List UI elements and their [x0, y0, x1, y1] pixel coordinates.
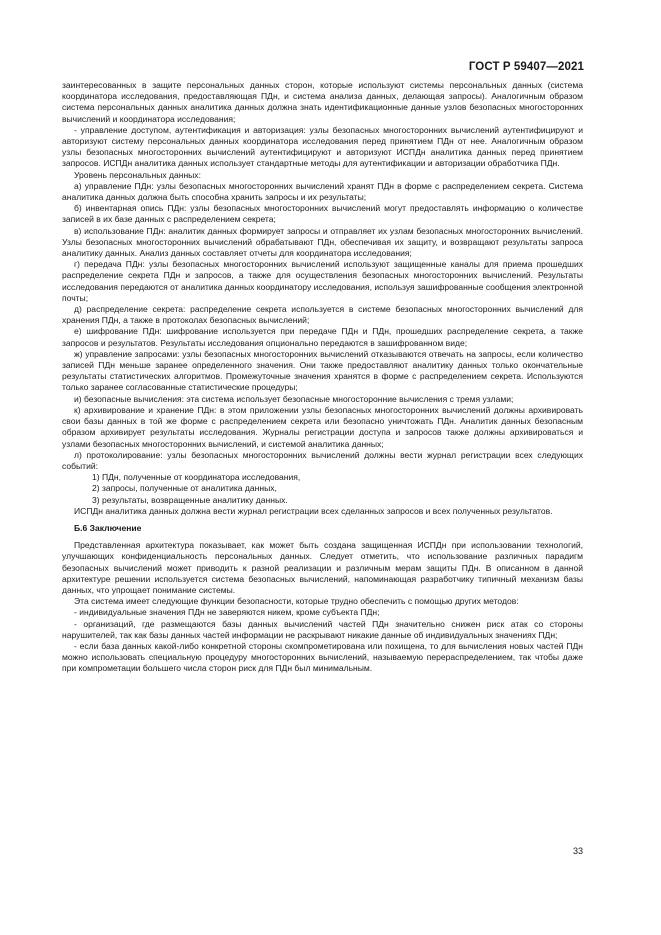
document-id: ГОСТ Р 59407—2021 — [468, 61, 584, 73]
paragraph: Представленная архитектура показывает, как может быть создана защищенная ИСПДн при использовании технологий, улучшающих конфиденциальность персональных данных. Следует отметить, что использование различных парадигм безопасных вычислений может приводить к разной реализации и различным мерам защиты ПДн. В описанном в данной архитектуре решении используется система безопасных вычислений, напоминающая разработчику типичный механизм базы данных, что упрощает понимание системы. — [62, 540, 583, 595]
document-body — [62, 80, 583, 675]
paragraph: заинтересованных в защите персональных данных сторон, которые используют системы персональных данных (система координатора исследования, предоставляющая ПДн, и система анализа данных, делающая запросы). Аналогичным образом система персональных данных аналитика данных должна знать идентификационные данные узлов безопасных многосторонних вычислений и координатора исследования; — [62, 80, 583, 124]
paragraph: Эта система имеет следующие функции безопасности, которые трудно обеспечить с помощью других методов: — [74, 596, 519, 607]
paragraph: ИСПДн аналитика данных должна вести журнал регистрации всех сделанных запросов и всех полученных результатов. — [74, 505, 553, 516]
paragraph: Уровень персональных данных: — [74, 169, 201, 180]
sub-list-item: 3) результаты, возвращенные аналитику данных. — [92, 494, 288, 505]
list-item: - организаций, где размещаются базы данных вычислений частей ПДн значительно снижен риск атак со стороны нарушителей, так как базы данных частей информации не раскрывают никакие данные об индивидуальных значениях ПДн; — [62, 618, 583, 640]
list-item: ж) управление запросами: узлы безопасных многосторонних вычислений отказываются отвечать на запросы, если количество записей ПДн меньше заранее определенного значения. Они также предоставляют аналитику данных только окончательные результаты статистических алгоритмов. Промежуточные значения хранятся в форме с распределением секрета. Используются только заранее согласованные статистические процедуры; — [62, 348, 583, 393]
list-item: и) безопасные вычисления: эта система использует безопасные многосторонние вычисления с тремя узлами; — [74, 393, 514, 404]
list-item: г) передача ПДн: узлы безопасных многосторонних вычислений используют защищенные каналы для приема прошедших распределение секрета ПДн и запросов, а также для осуществления безопасных многосторонних вычислений. Результаты исследования передаются от аналитика данных координатору исследования, используя зашифрованные сообщения электронной почты; — [62, 259, 583, 303]
sub-list-item: 1) ПДн, полученные от координатора исследования, — [92, 472, 301, 483]
list-item: к) архивирование и хранение ПДн: в этом приложении узлы безопасных многосторонних вычислений должны архивировать свои базы данных в той же форме с распределением секрета или безопасно уничтожать ПДн. Аналитик данных безопасным образом архивирует результаты исследования. Журналы регистрации доступа и запросов также должны архивироваться и узлами безопасных многосторонних вычислений, и системой аналитика данных; — [62, 404, 583, 449]
list-item: е) шифрование ПДн: шифрование используется при передаче ПДн и ПДн, прошедших распределение секрета, а также запросов и результатов. Результаты исследования опционально передаются в зашифрованном виде; — [62, 326, 583, 348]
list-item: л) протоколирование: узлы безопасных многосторонних вычислений должны вести журнал регистрации всех следующих событий: — [62, 449, 583, 471]
list-item: д) распределение секрета: распределение секрета используется в системе безопасных многосторонних вычислений для хранения ПДн, а также в протоколах безопасных вычислений; — [62, 304, 583, 326]
list-item: б) инвентарная опись ПДн: узлы безопасных многосторонних вычислений могут предоставлять информацию о количестве записей в их базе данных с распределением секрета; — [62, 203, 583, 225]
sub-list-item: 2) запросы, полученные от аналитика данных, — [92, 483, 277, 494]
paragraph: - управление доступом, аутентификация и авторизация: узлы безопасных многосторонних вычислений аутентифицируют и авторизуют систему персональных данных координатора исследования перед принятием ПДн от нее. Аналогичным образом узлы безопасных многосторонних вычислений аутентифицируют и авторизуют ИСПДн аналитика данных перед принятием запросов. ИСПДн аналитика данных использует стандартные методы для аутентификации и авторизации обработчика ПДн. — [62, 124, 583, 169]
list-item: а) управление ПДн: узлы безопасных многосторонних вычислений хранят ПДн в форме с распределением секрета. Система аналитика данных должна быть способна хранить запросы и их результаты; — [62, 180, 583, 203]
list-item: в) использование ПДн: аналитик данных формирует запросы и отправляет их узлам безопасных многосторонних вычислений. Узлы безопасных многосторонних вычислений обрабатывают ПДн, обеспечивая их защиту, и возвращают результаты запроса аналитику данных. Анализ данных составляет отчеты для координатора исследования; — [62, 225, 583, 259]
list-item: - если база данных какой-либо конкретной стороны скомпрометирована или похищена, то для вычисления новых частей ПДн можно использовать специальную процедуру многосторонних вычислений, называемую перераспределением, так чтобы даже при компрометации большего числа сторон риск для ПДн был минимальным. — [62, 640, 583, 674]
page-number: 33 — [572, 846, 583, 856]
list-item: - индивидуальные значения ПДн не заверяются никем, кроме субъекта ПДн; — [74, 607, 380, 618]
section-heading: Б.6 Заключение — [74, 522, 142, 533]
